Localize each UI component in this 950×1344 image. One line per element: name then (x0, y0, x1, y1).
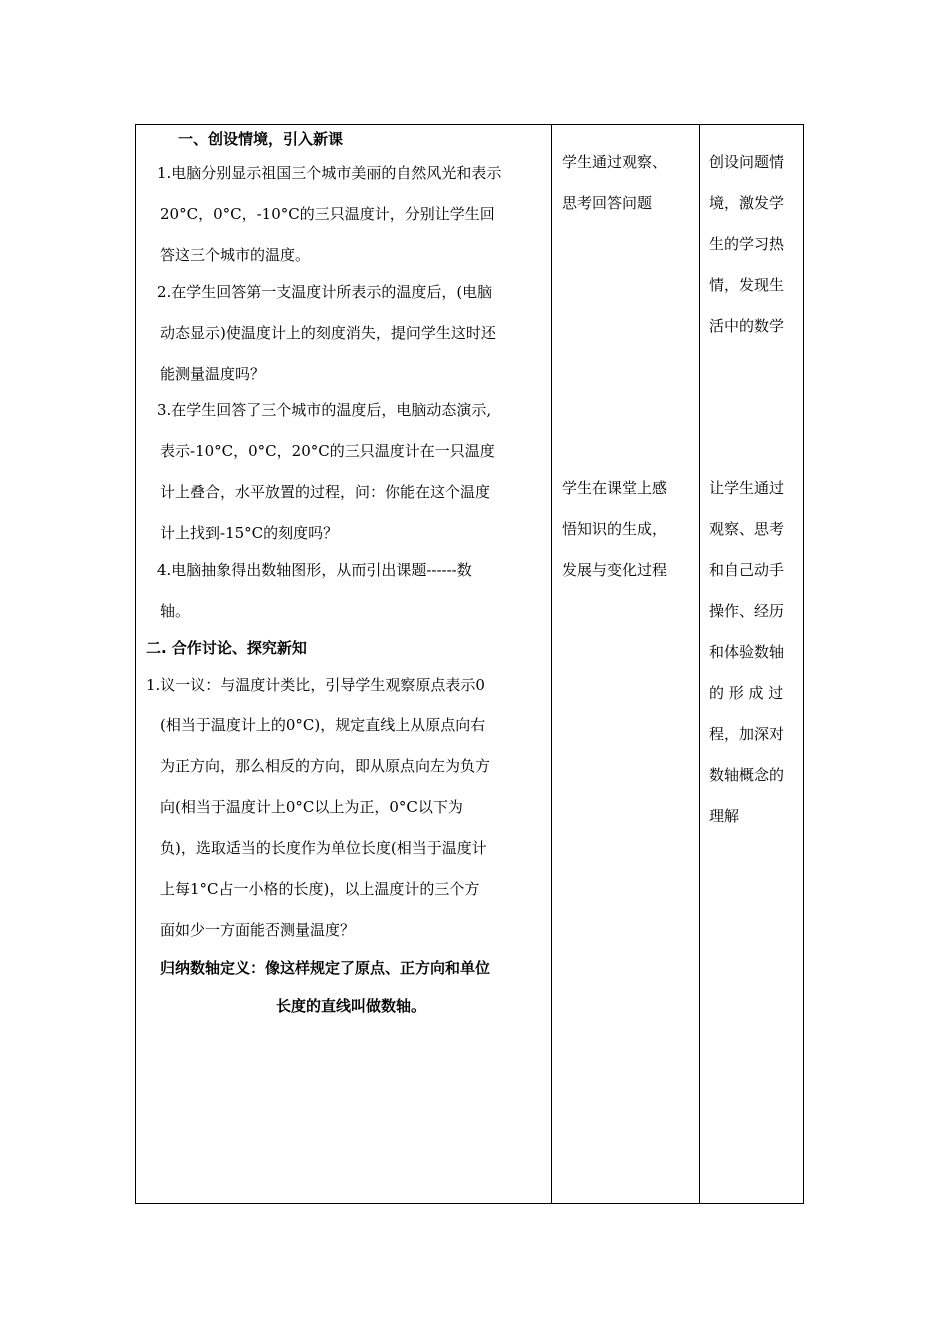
text-line: 2.在学生回答第一支温度计所表示的温度后，(电脑 (157, 283, 493, 301)
text-line: 操作、经历 (709, 602, 785, 620)
text-line: 发展与变化过程 (562, 561, 668, 579)
text-line: (相当于温度计上的0°C)，规定直线上从原点向右 (160, 716, 486, 734)
text-line: 数轴概念的 (709, 766, 785, 784)
text-line: 学生通过观察、 (562, 153, 668, 171)
text-line: 面如少一方面能否测量温度？ (160, 921, 356, 939)
text-line: 1.电脑分别显示祖国三个城市美丽的自然风光和表示 (157, 164, 502, 182)
text-line: 表示-10°C，0°C，20°C的三只温度计在一只温度 (160, 442, 495, 460)
text-line: 理解 (709, 807, 740, 825)
text-line: 和自己动手 (709, 561, 785, 579)
text-line: 20°C，0°C，-10°C的三只温度计，分别让学生回 (160, 205, 495, 223)
text-line: 的 形 成 过 (709, 684, 784, 702)
text-line: 情，发现生 (709, 276, 785, 294)
text-line: 为正方向，那么相反的方向，即从原点向左为负方 (160, 757, 491, 775)
text-line: 负)，选取适当的长度作为单位长度(相当于温度计 (160, 839, 487, 857)
text-line: 向(相当于温度计上0°C以上为正，0°C以下为 (160, 798, 463, 816)
text-line: 境，激发学 (709, 194, 785, 212)
text-line: 1.议一议：与温度计类比，引导学生观察原点表示0 (146, 676, 485, 694)
text-line: 让学生通过 (709, 479, 785, 497)
text-line: 活中的数学 (709, 317, 785, 335)
text-line: 上每1°C占一小格的长度)，以上温度计的三个方 (160, 880, 480, 898)
text-line: 思考回答问题 (562, 194, 653, 212)
text-line: 能测量温度吗？ (160, 365, 266, 383)
text-line: 程，加深对 (709, 725, 785, 743)
definition-line: 长度的直线叫做数轴。 (276, 997, 427, 1015)
text-line: 答这三个城市的温度。 (160, 246, 311, 264)
column-divider (699, 125, 700, 1203)
text-line: 3.在学生回答了三个城市的温度后，电脑动态演示, (157, 401, 492, 419)
text-line: 观察、思考 (709, 520, 785, 538)
text-line: 悟知识的生成， (562, 520, 668, 538)
text-line: 创设问题情 (709, 153, 785, 171)
column-divider (551, 125, 552, 1203)
section-heading: 一、创设情境，引入新课 (178, 130, 344, 148)
text-line: 轴。 (160, 602, 191, 620)
text-line: 4.电脑抽象得出数轴图形，从而引出课题------数 (157, 561, 472, 579)
text-line: 生的学习热 (709, 235, 785, 253)
text-line: 计上找到-15°C的刻度吗？ (160, 524, 339, 542)
text-line: 和体验数轴 (709, 643, 785, 661)
definition-line: 归纳数轴定义：像这样规定了原点、正方向和单位 (160, 959, 491, 977)
text-line: 动态显示)使温度计上的刻度消失，提问学生这时还 (160, 324, 496, 342)
text-line: 计上叠合，水平放置的过程，问：你能在这个温度 (160, 483, 491, 501)
text-line: 学生在课堂上感 (562, 479, 668, 497)
section-heading: 二. 合作讨论、探究新知 (146, 639, 307, 657)
